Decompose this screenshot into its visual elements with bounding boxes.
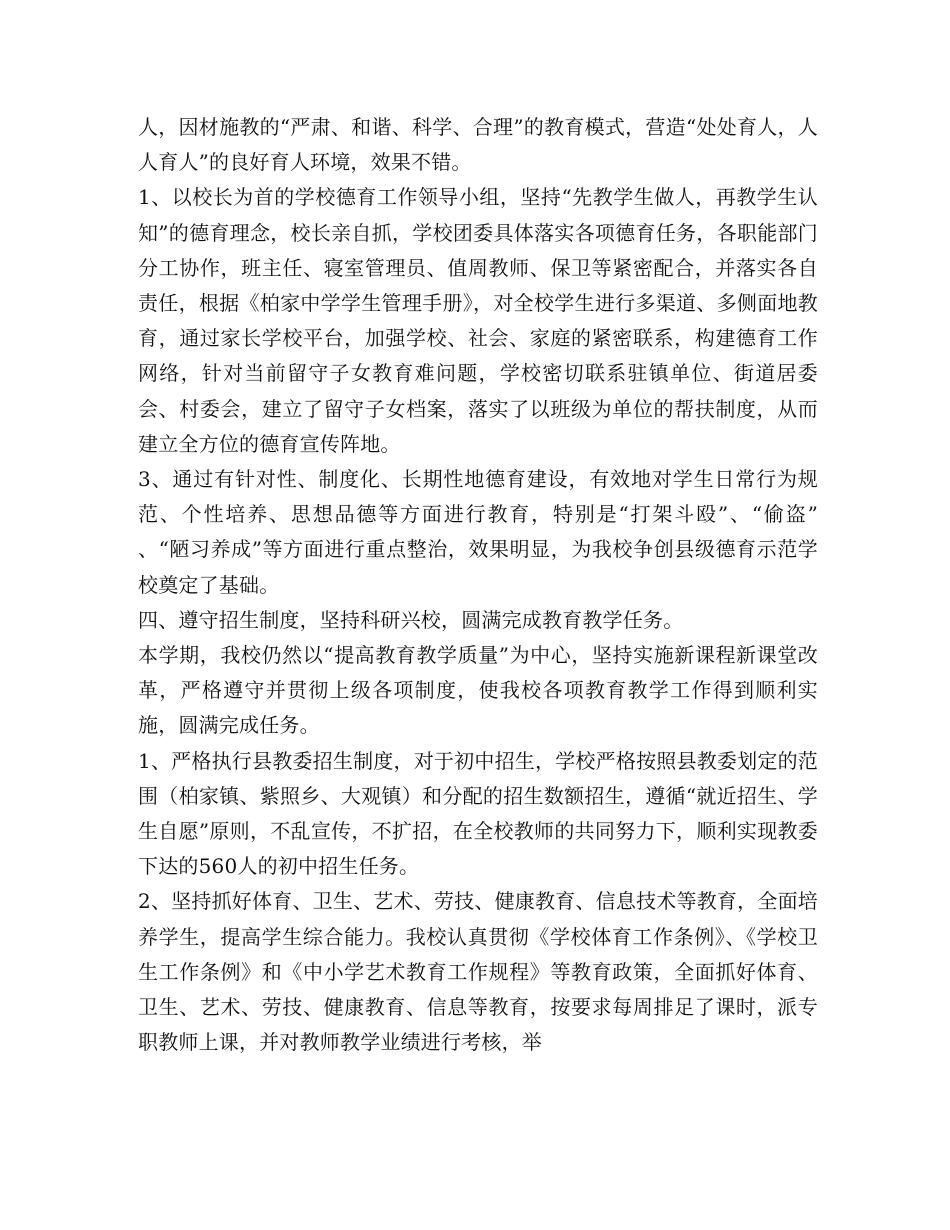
paragraph-7: 2、坚持抓好体育、卫生、艺术、劳技、健康教育、信息技术等教育，全面培养学生，提高学生综合能力。我校认真贯彻《学校体育工作条例》、《学校卫生工作条例》和《中小学艺术教育工作规程》等教育政策，全面抓好体育、卫生、艺术、劳技、健康教育、信息等教育，按要求每周排足了课时，派专职教师上课，并对教师教学业绩进行考核，举 — [138, 889, 818, 1055]
paragraph-5: 本学期，我校仍然以“提高教育教学质量”为中心，坚持实施新课程新课堂改革，严格遵守并贯彻上级各项制度，使我校各项教育教学工作得到顺利实施，圆满完成任务。 — [138, 643, 818, 738]
paragraph-1: 人，因材施教的“严肃、和谐、科学、合理”的教育模式，营造“处处育人，人人育人”的良好育人环境，效果不错。 — [138, 115, 818, 175]
paragraph-3: 3、通过有针对性、制度化、长期性地德育建设，有效地对学生日常行为规范、个性培养、思想品德等方面进行教育，特别是“打架斗殴”、“偷盗” 、“陋习养成”等方面进行重点整治，效果明显，为我校争创县级德育示范学校奠定了基础。 — [138, 467, 818, 597]
document-body — [138, 110, 818, 1060]
section-heading-4: 四、遵守招生制度，坚持科研兴校，圆满完成教育教学任务。 — [138, 607, 684, 632]
paragraph-2: 1、以校长为首的学校德育工作领导小组，坚持“先教学生做人，再教学生认知”的德育理念，校长亲自抓，学校团委具体落实各项德育任务，各职能部门分工协作，班主任、寝室管理员、值周教师、保卫等紧密配合，并落实各自责任，根据《柏家中学学生管理手册》，对全校学生进行多渠道、多侧面地教育，通过家长学校平台，加强学校、社会、家庭的紧密联系，构建德育工作网络，针对当前留守子女教育难问题，学校密切联系驻镇单位、街道居委会、村委会，建立了留守子女档案，落实了以班级为单位的帮扶制度，从而建立全方位的德育宣传阵地。 — [138, 185, 818, 456]
paragraph-6: 1、严格执行县教委招生制度，对于初中招生，学校严格按照县教委划定的范围（柏家镇、紫照乡、大观镇）和分配的招生数额招生，遵循“就近招生、学生自愿”原则，不乱宣传，不扩招，在全校教师的共同努力下，顺利实现教委下达的560人的初中招生任务。 — [138, 748, 818, 879]
